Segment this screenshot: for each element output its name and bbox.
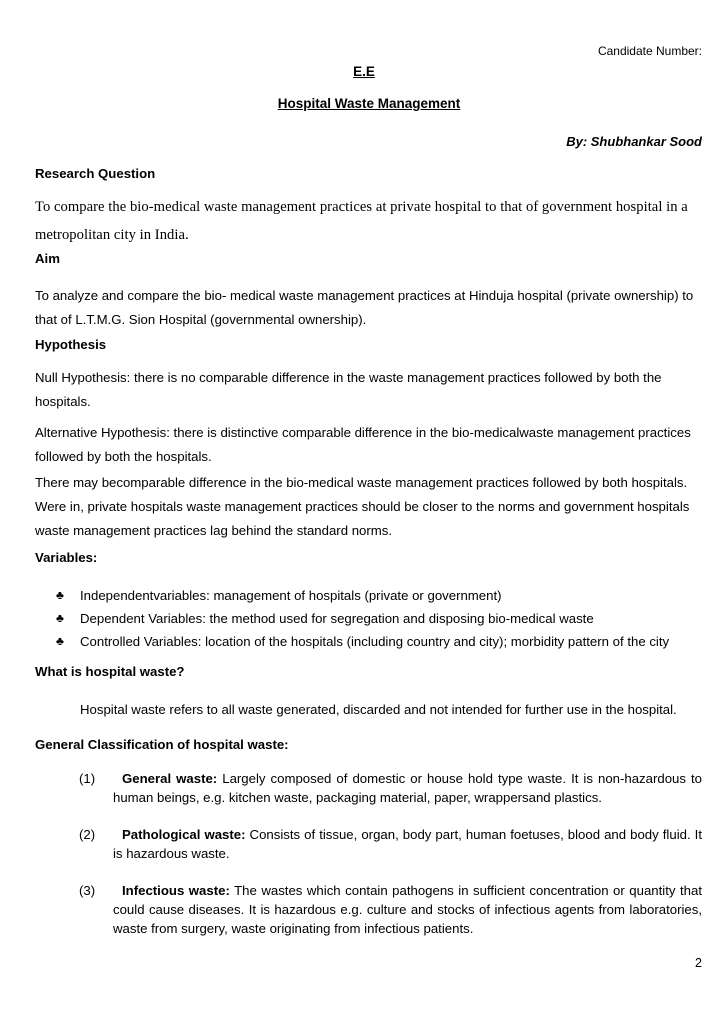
item-number: (1) xyxy=(79,771,96,786)
variables-heading: Variables: xyxy=(35,550,98,565)
aim-heading: Aim xyxy=(35,251,60,266)
variable-text: Controlled Variables: location of the hospitals (including country and city); morbidity pattern of the city xyxy=(80,634,670,649)
list-item xyxy=(79,825,702,863)
item-term: Pathological waste: xyxy=(122,827,246,842)
item-description: Consists of tissue, organ, body part, human foetuses, blood and body fluid. It is hazardous waste. xyxy=(113,827,702,861)
what-is-heading: What is hospital waste? xyxy=(35,664,185,679)
research-question-text: To compare the bio-medical waste management practices at private hospital to that of government hospital in a metropolitan city in India. xyxy=(35,199,688,243)
ee-label: E.E xyxy=(353,64,375,79)
list-item xyxy=(56,630,708,653)
classification-list xyxy=(79,769,702,956)
variables-list xyxy=(56,584,708,653)
prediction-text: There may becomparable difference in the bio-medical waste management practices followed by both hospitals. Were in, private hospitals waste management practices should be closer to the norms and government hospitals waste management practices lag behind the standard norms. xyxy=(35,475,690,538)
research-question-heading: Research Question xyxy=(35,166,156,181)
list-item xyxy=(56,607,708,630)
page-title: Hospital Waste Management xyxy=(277,96,461,111)
list-item xyxy=(79,769,702,807)
variable-text: Dependent Variables: the method used for segregation and disposing bio-medical waste xyxy=(80,611,594,626)
list-item xyxy=(56,584,708,607)
page-number: 2 xyxy=(695,956,702,970)
item-term: Infectious waste: xyxy=(122,883,230,898)
null-hypothesis-text: Null Hypothesis: there is no comparable difference in the waste management practices followed by both the hospitals. xyxy=(35,370,662,409)
alternative-hypothesis-text: Alternative Hypothesis: there is distinctive comparable difference in the bio-medicalwaste management practices followed by both the hospitals. xyxy=(35,425,691,464)
aim-text: To analyze and compare the bio- medical waste management practices at Hinduja hospital (private ownership) to that of L.T.M.G. Sion Hospital (governmental ownership). xyxy=(35,288,694,327)
list-item xyxy=(79,881,702,938)
what-is-text: Hospital waste refers to all waste generated, discarded and not intended for further use in the hospital. xyxy=(80,702,677,717)
item-description: The wastes which contain pathogens in sufficient concentration or quantity that could cause diseases. It is hazardous e.g. culture and stocks of infectious agents from laboratories, waste from surgery, waste originating from infectious patients. xyxy=(113,883,702,936)
candidate-number-label: Candidate Number: xyxy=(597,44,702,58)
item-term: General waste: xyxy=(122,771,218,786)
club-bullet-icon: ♣ xyxy=(56,634,64,648)
item-description: Largely composed of domestic or house hold type waste. It is non-hazardous to human beings, e.g. kitchen waste, packaging material, paper, wrappersand plastics. xyxy=(113,771,702,805)
club-bullet-icon: ♣ xyxy=(56,611,64,625)
classification-heading: General Classification of hospital waste: xyxy=(35,737,289,752)
hypothesis-heading: Hypothesis xyxy=(35,337,107,352)
club-bullet-icon: ♣ xyxy=(56,588,64,602)
variable-text: Independentvariables: management of hospitals (private or government) xyxy=(80,588,502,603)
author-line: By: Shubhankar Sood xyxy=(566,134,702,149)
item-number: (3) xyxy=(79,883,96,898)
item-number: (2) xyxy=(79,827,96,842)
